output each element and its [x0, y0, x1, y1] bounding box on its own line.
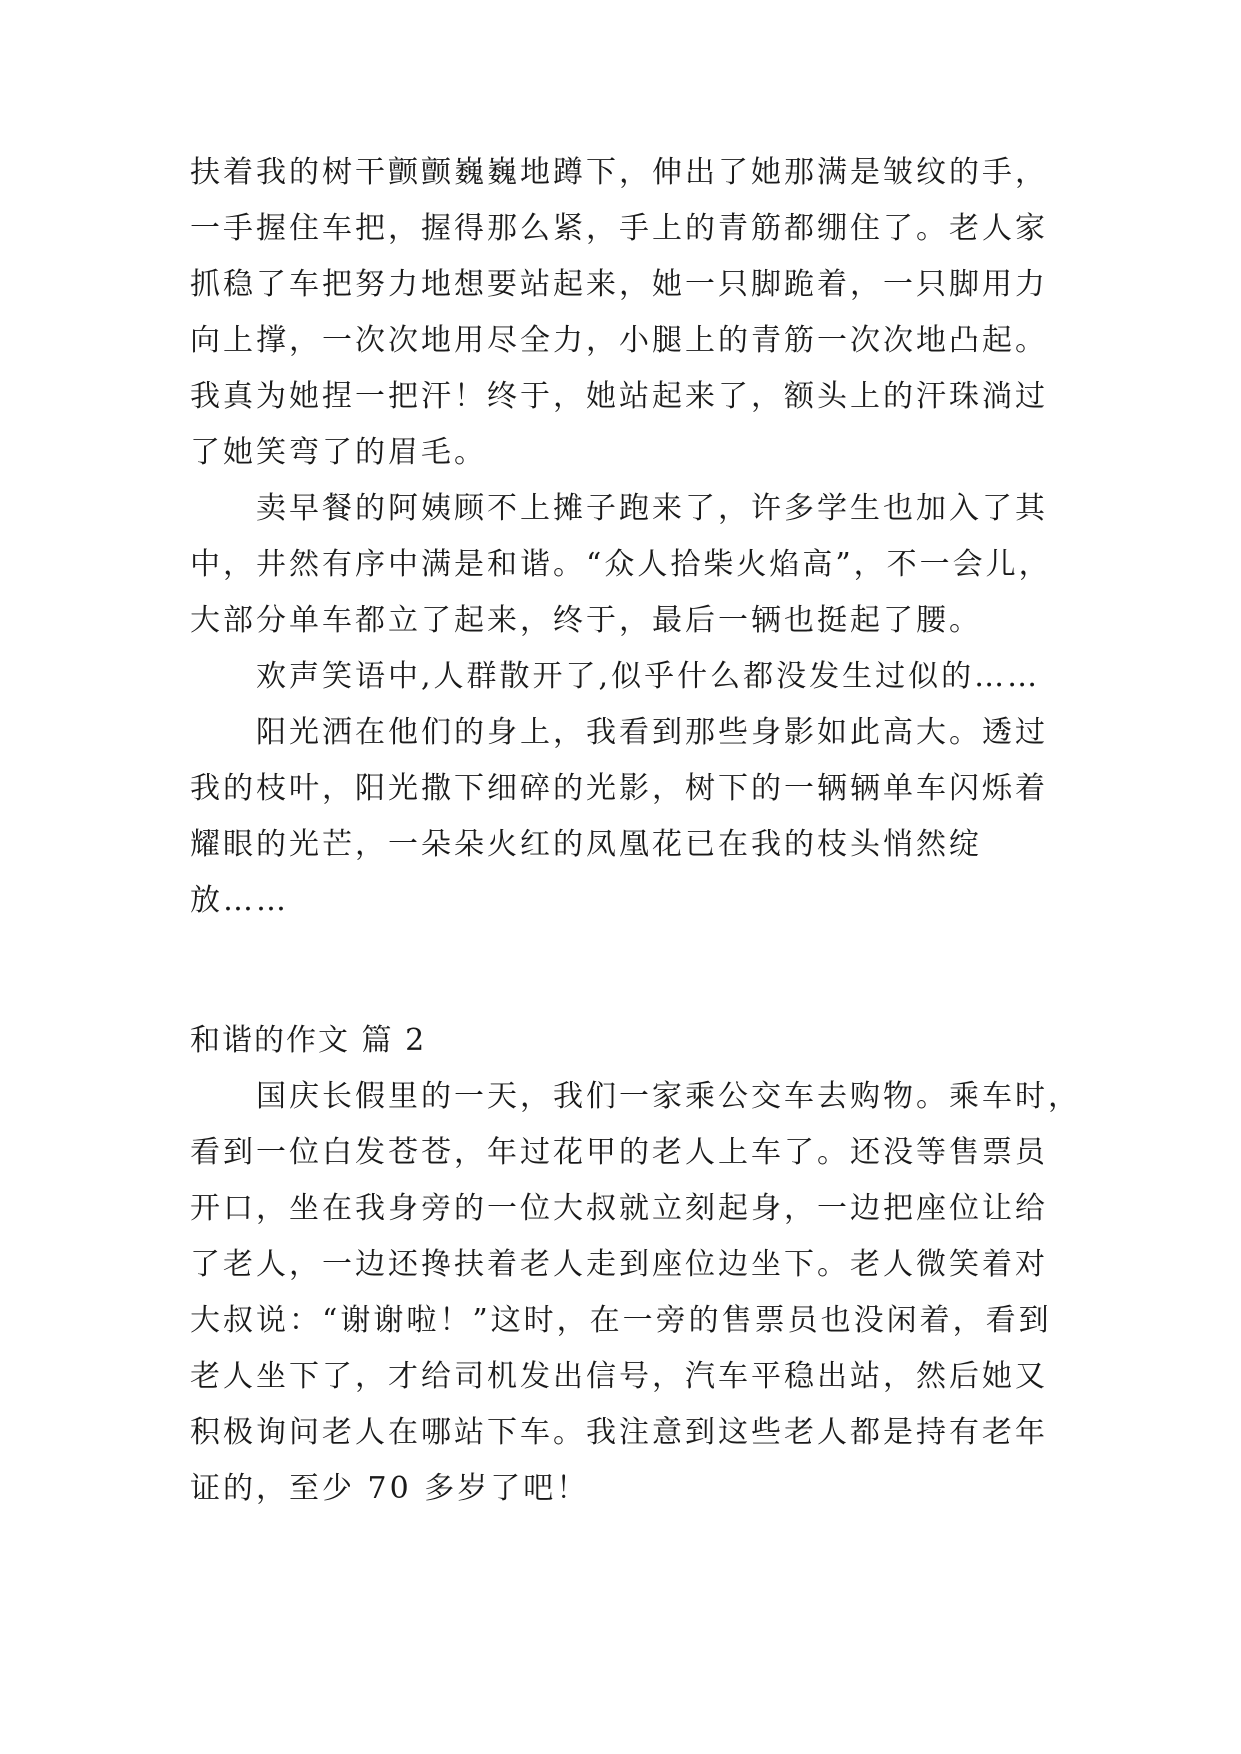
text-line: 耀眼的光芒，一朵朵火红的凤凰花已在我的枝头悄然绽 [190, 827, 982, 862]
text-line: 国庆长假里的一天，我们一家乘公交车去购物。乘车时， [256, 1079, 1081, 1114]
text-line: 我的枝叶，阳光撒下细碎的光影，树下的一辆辆单车闪烁着 [190, 771, 1048, 806]
text-line: 大部分单车都立了起来，终于，最后一辆也挺起了腰。 [190, 603, 982, 638]
text-line: 抓稳了车把努力地想要站起来，她一只脚跪着，一只脚用力 [190, 267, 1048, 302]
text-line: 看到一位白发苍苍，年过花甲的老人上车了。还没等售票员 [190, 1135, 1048, 1170]
text-line: 了她笑弯了的眉毛。 [190, 435, 487, 470]
section-title: 和谐的作文 篇 2 [190, 1023, 427, 1058]
section-2 [190, 1013, 1081, 1517]
text-line: 了老人，一边还搀扶着老人走到座位边坐下。老人微笑着对 [190, 1247, 1048, 1282]
text-line: 向上撑，一次次地用尽全力，小腿上的青筋一次次地凸起。 [190, 323, 1048, 358]
section-1 [190, 145, 1070, 929]
paragraph [190, 705, 1070, 929]
text-line: 积极询问老人在哪站下车。我注意到这些老人都是持有老年 [190, 1415, 1048, 1450]
text-line: 扶着我的树干颤颤巍巍地蹲下，伸出了她那满是皱纹的手， [190, 155, 1048, 190]
paragraph [190, 1069, 1081, 1517]
text-line: 我真为她捏一把汗！终于，她站起来了，额头上的汗珠淌过 [190, 379, 1048, 414]
text-line: 证的，至少 70 多岁了吧！ [190, 1471, 590, 1506]
text-line: 中，井然有序中满是和谐。“众人拾柴火焰高”，不一会儿， [190, 547, 1052, 582]
text-line: 阳光洒在他们的身上，我看到那些身影如此高大。透过 [256, 715, 1048, 750]
text-line: 一手握住车把，握得那么紧，手上的青筋都绷住了。老人家 [190, 211, 1048, 246]
text-line: 放…… [190, 883, 289, 918]
text-line: 欢声笑语中,人群散开了,似乎什么都没发生过似的…… [256, 659, 1041, 694]
document-page [190, 145, 1081, 1517]
text-line: 大叔说：“谢谢啦！”这时，在一旁的售票员也没闲着，看到 [190, 1303, 1052, 1338]
text-line: 开口，坐在我身旁的一位大叔就立刻起身，一边把座位让给 [190, 1191, 1048, 1226]
paragraph [190, 145, 1070, 481]
section-gap [190, 929, 1070, 1013]
text-line: 卖早餐的阿姨顾不上摊子跑来了，许多学生也加入了其 [256, 491, 1048, 526]
paragraph [190, 649, 1070, 705]
paragraph [190, 481, 1070, 649]
text-line: 老人坐下了，才给司机发出信号，汽车平稳出站，然后她又 [190, 1359, 1048, 1394]
